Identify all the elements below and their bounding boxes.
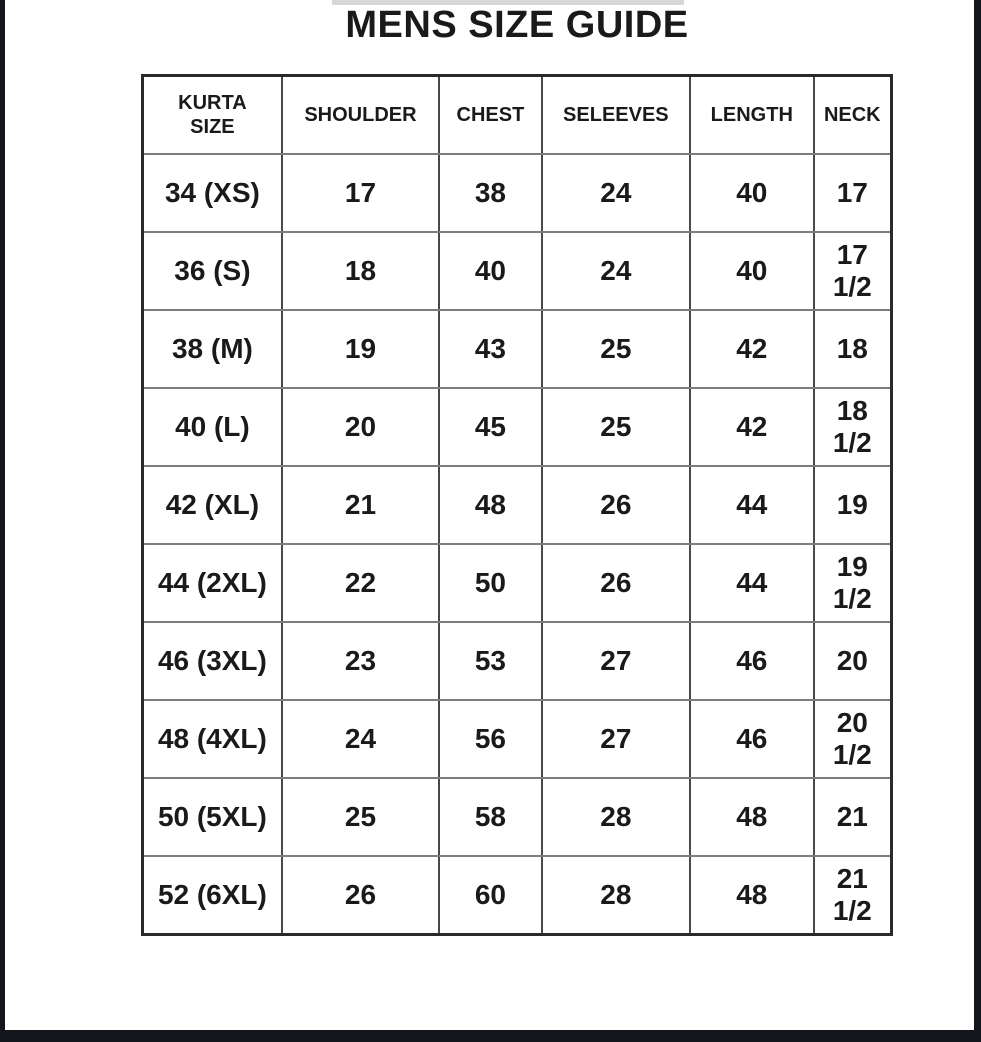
size-cell: 44 (2XL) <box>143 544 282 622</box>
neck-cell: 19 1/2 <box>814 544 892 622</box>
page-title: MENS SIZE GUIDE <box>345 4 689 46</box>
table-row <box>143 388 892 466</box>
shoulder-cell: 21 <box>282 466 439 544</box>
chest-cell: 53 <box>439 622 542 700</box>
shoulder-cell: 19 <box>282 310 439 388</box>
neck-cell: 21 <box>814 778 892 856</box>
neck-cell: 21 1/2 <box>814 856 892 935</box>
table-row <box>143 700 892 778</box>
table-row <box>143 778 892 856</box>
table-row <box>143 232 892 310</box>
chest-cell: 50 <box>439 544 542 622</box>
size-cell: 34 (XS) <box>143 154 282 232</box>
sleeves-cell: 28 <box>542 856 690 935</box>
left-frame-bar <box>0 0 5 1042</box>
size-guide-table <box>141 74 893 936</box>
length-cell: 48 <box>690 856 814 935</box>
sleeves-cell: 25 <box>542 388 690 466</box>
size-cell: 36 (S) <box>143 232 282 310</box>
sleeves-cell: 24 <box>542 232 690 310</box>
length-cell: 46 <box>690 622 814 700</box>
chest-cell: 60 <box>439 856 542 935</box>
neck-cell: 17 <box>814 154 892 232</box>
header-row <box>143 76 892 155</box>
column-header-length: LENGTH <box>690 76 814 155</box>
shoulder-cell: 23 <box>282 622 439 700</box>
chest-cell: 48 <box>439 466 542 544</box>
bottom-frame-bar <box>0 1030 981 1042</box>
sleeves-cell: 27 <box>542 700 690 778</box>
shoulder-cell: 17 <box>282 154 439 232</box>
sleeves-cell: 27 <box>542 622 690 700</box>
right-frame-bar <box>974 0 981 1042</box>
table-row <box>143 154 892 232</box>
neck-cell: 17 1/2 <box>814 232 892 310</box>
size-cell: 46 (3XL) <box>143 622 282 700</box>
length-cell: 40 <box>690 232 814 310</box>
table-row <box>143 466 892 544</box>
length-cell: 42 <box>690 388 814 466</box>
neck-cell: 19 <box>814 466 892 544</box>
shoulder-cell: 22 <box>282 544 439 622</box>
size-cell: 52 (6XL) <box>143 856 282 935</box>
sleeves-cell: 26 <box>542 466 690 544</box>
size-cell: 50 (5XL) <box>143 778 282 856</box>
column-header-chest: CHEST <box>439 76 542 155</box>
neck-cell: 18 1/2 <box>814 388 892 466</box>
shoulder-cell: 18 <box>282 232 439 310</box>
chest-cell: 58 <box>439 778 542 856</box>
shoulder-cell: 20 <box>282 388 439 466</box>
neck-cell: 20 1/2 <box>814 700 892 778</box>
column-header-neck: NECK <box>814 76 892 155</box>
chest-cell: 45 <box>439 388 542 466</box>
length-cell: 40 <box>690 154 814 232</box>
table-row <box>143 544 892 622</box>
sleeves-cell: 26 <box>542 544 690 622</box>
length-cell: 44 <box>690 466 814 544</box>
table-row <box>143 856 892 935</box>
length-cell: 44 <box>690 544 814 622</box>
size-cell: 42 (XL) <box>143 466 282 544</box>
sleeves-cell: 25 <box>542 310 690 388</box>
neck-cell: 20 <box>814 622 892 700</box>
chest-cell: 43 <box>439 310 542 388</box>
length-cell: 42 <box>690 310 814 388</box>
sleeves-cell: 28 <box>542 778 690 856</box>
column-header-sleeves: SELEEVES <box>542 76 690 155</box>
shoulder-cell: 26 <box>282 856 439 935</box>
chest-cell: 38 <box>439 154 542 232</box>
column-header-kurta-size: KURTA SIZE <box>143 76 282 155</box>
length-cell: 48 <box>690 778 814 856</box>
table-row <box>143 622 892 700</box>
size-cell: 48 (4XL) <box>143 700 282 778</box>
size-cell: 40 (L) <box>143 388 282 466</box>
size-cell: 38 (M) <box>143 310 282 388</box>
neck-cell: 18 <box>814 310 892 388</box>
shoulder-cell: 24 <box>282 700 439 778</box>
table-row <box>143 310 892 388</box>
sleeves-cell: 24 <box>542 154 690 232</box>
chest-cell: 40 <box>439 232 542 310</box>
column-header-shoulder: SHOULDER <box>282 76 439 155</box>
shoulder-cell: 25 <box>282 778 439 856</box>
chest-cell: 56 <box>439 700 542 778</box>
length-cell: 46 <box>690 700 814 778</box>
